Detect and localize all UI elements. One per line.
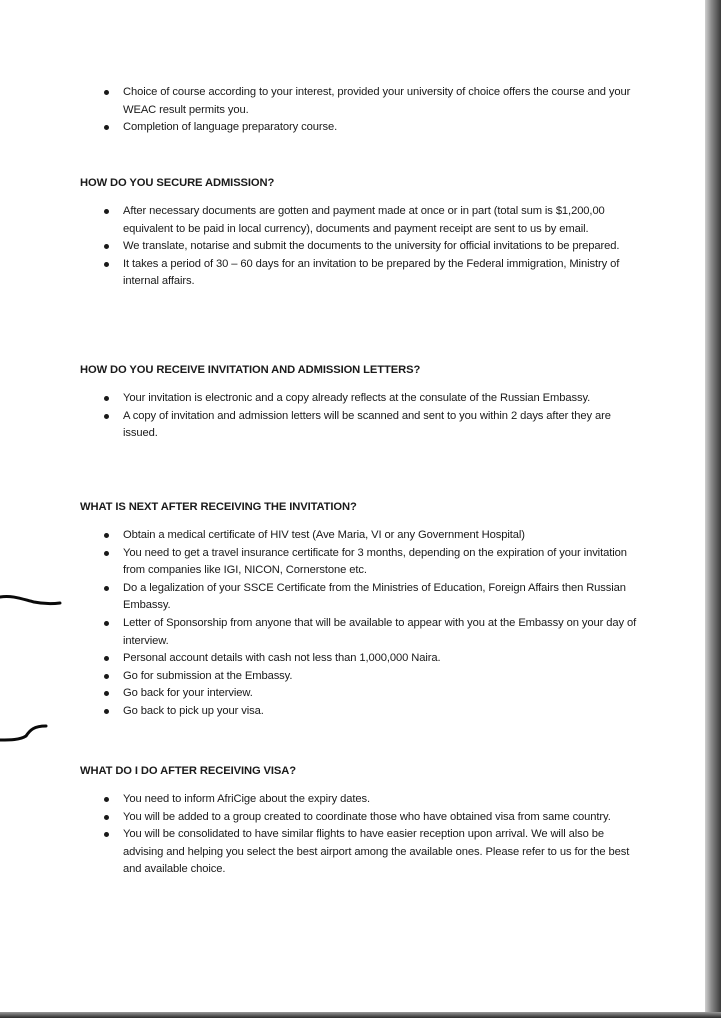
section-heading: WHAT DO I DO AFTER RECEIVING VISA? (80, 765, 297, 777)
section-heading: HOW DO YOU SECURE ADMISSION? (80, 177, 275, 189)
after-invitation-section (80, 499, 640, 721)
list-item: You need to inform AfriCige about the expiry dates. (80, 791, 643, 809)
list-item: Go back to pick up your visa. (80, 703, 643, 721)
list-item: A copy of invitation and admission letters will be scanned and sent to you within 2 days after they are issued. (80, 408, 643, 443)
pen-stroke-mark (0, 718, 55, 748)
list-item: We translate, notarise and submit the documents to the university for official invitations to be prepared. (80, 238, 643, 256)
after-invitation-list (80, 527, 640, 721)
list-item: Go for submission at the Embassy. (80, 668, 643, 686)
intro-list (80, 84, 640, 137)
list-item: It takes a period of 30 – 60 days for an invitation to be prepared by the Federal immigration, Ministry of internal affairs. (80, 256, 643, 291)
list-item: Completion of language preparatory course. (80, 119, 643, 137)
after-visa-list (80, 791, 640, 879)
invitation-letters-section (80, 362, 640, 443)
list-item: Obtain a medical certificate of HIV test (Ave Maria, VI or any Government Hospital) (80, 527, 643, 545)
section-heading: HOW DO YOU RECEIVE INVITATION AND ADMISSION LETTERS? (80, 364, 421, 376)
secure-admission-list (80, 203, 640, 291)
list-item: You need to get a travel insurance certificate for 3 months, depending on the expiration of your invitation from companies like IGI, NICON, Cornerstone etc. (80, 545, 643, 580)
list-item: Choice of course according to your interest, provided your university of choice offers the course and your WEAC result permits you. (80, 84, 643, 119)
after-visa-section (80, 763, 640, 879)
list-item: Your invitation is electronic and a copy already reflects at the consulate of the Russian Embassy. (80, 390, 643, 408)
pen-stroke-mark (0, 585, 70, 615)
list-item: Go back for your interview. (80, 685, 643, 703)
list-item: After necessary documents are gotten and payment made at once or in part (total sum is $1,200,00 equivalent to be paid in local currency), documents and payment receipt are sent to us by email. (80, 203, 643, 238)
secure-admission-section (80, 175, 640, 291)
list-item: Do a legalization of your SSCE Certificate from the Ministries of Education, Foreign Affairs then Russian Embassy. (80, 580, 643, 615)
list-item: Letter of Sponsorship from anyone that will be available to appear with you at the Embassy on your day of interview. (80, 615, 643, 650)
list-item: You will be added to a group created to coordinate those who have obtained visa from same country. (80, 809, 643, 827)
list-item: You will be consolidated to have similar flights to have easier reception upon arrival. We will also be advising and helping you select the best airport among the available ones. Please refer to us for the best and available choice. (80, 826, 643, 879)
list-item: Personal account details with cash not less than 1,000,000 Naira. (80, 650, 643, 668)
intro-section (80, 84, 640, 137)
section-heading: WHAT IS NEXT AFTER RECEIVING THE INVITATION? (80, 501, 357, 513)
page-edge-shadow (0, 1012, 721, 1018)
page-edge-shadow (705, 0, 721, 1018)
invitation-letters-list (80, 390, 640, 443)
